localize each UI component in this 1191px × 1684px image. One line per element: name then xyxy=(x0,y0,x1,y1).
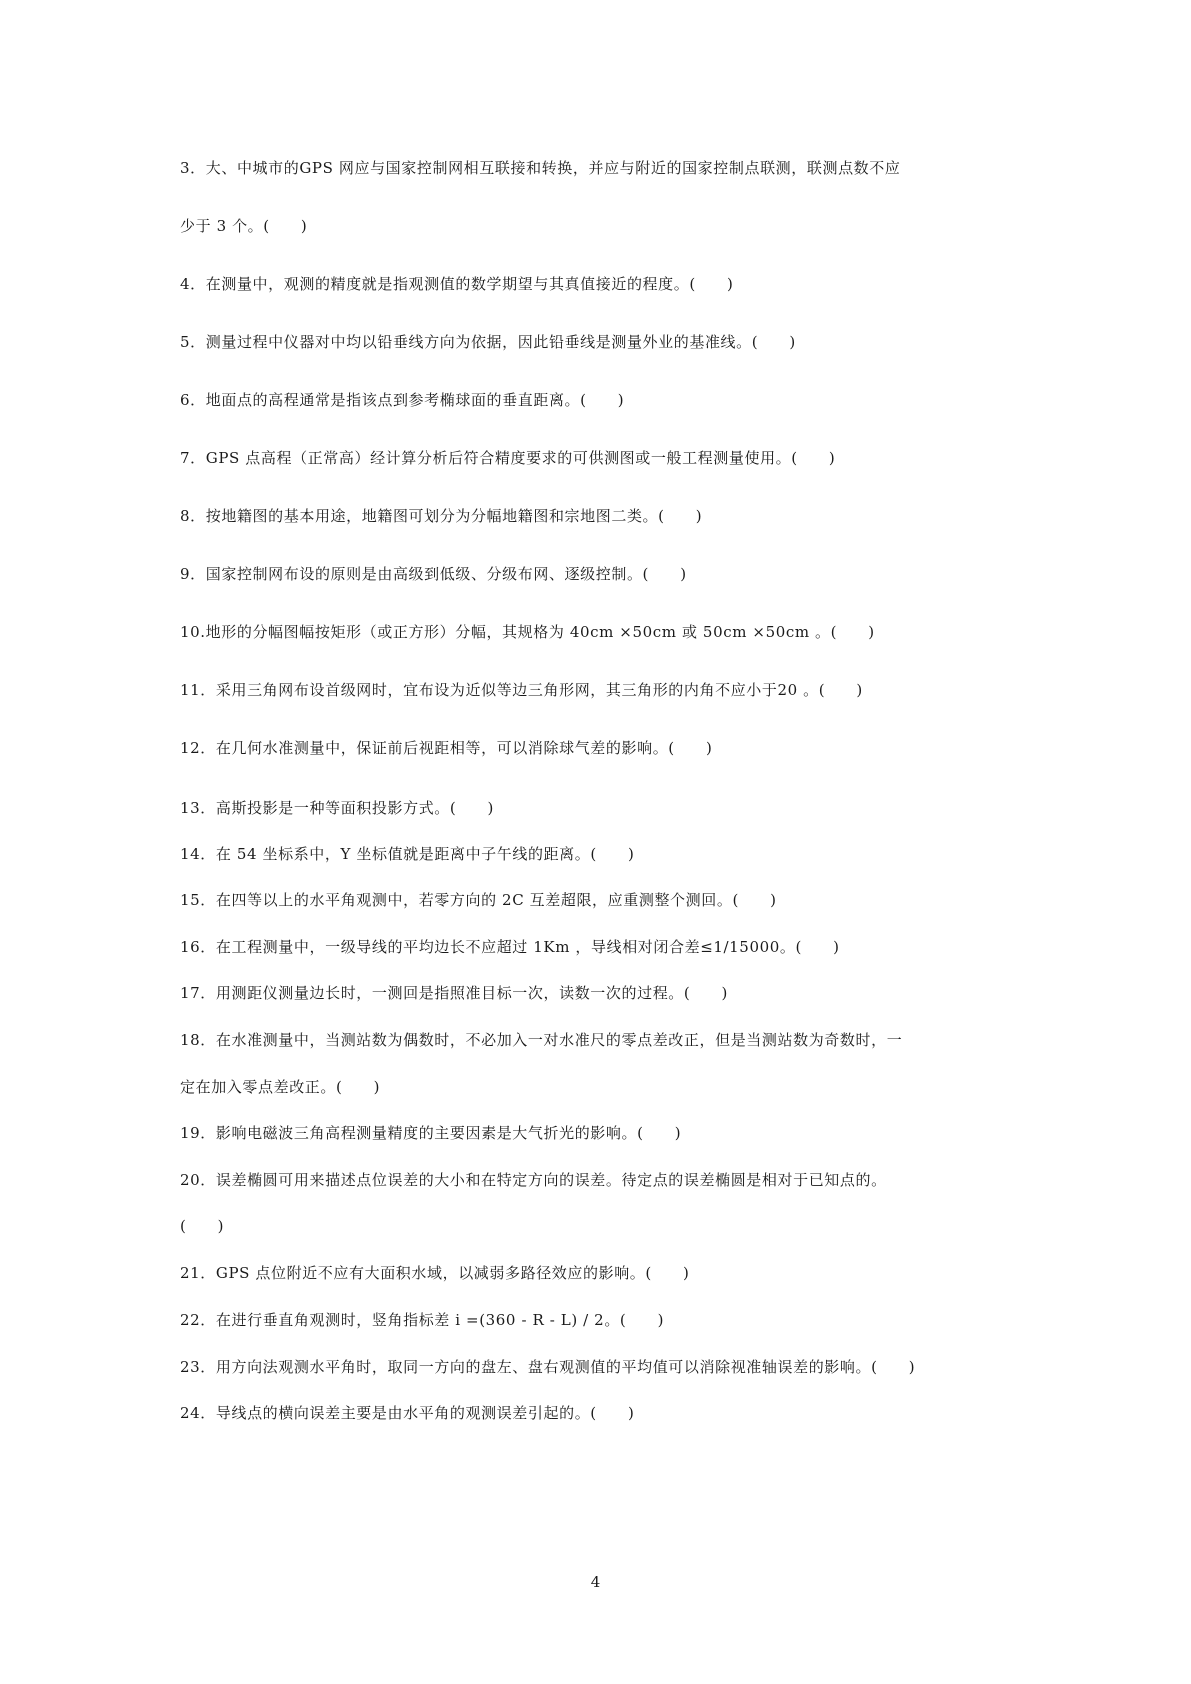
question-20-line-2: ( ) xyxy=(180,1217,225,1235)
question-8: 8．按地籍图的基本用途，地籍图可划分为分幅地籍图和宗地图二类。( ) xyxy=(180,507,703,525)
question-22: 22．在进行垂直角观测时，竖角指标差 i =(360 - R - L) / 2。( ) xyxy=(180,1311,665,1329)
question-15: 15．在四等以上的水平角观测中，若零方向的 2C 互差超限，应重测整个测回。( ) xyxy=(180,891,777,909)
question-17: 17．用测距仪测量边长时，一测回是指照准目标一次，读数一次的过程。( ) xyxy=(180,984,728,1002)
question-14: 14．在 54 坐标系中，Y 坐标值就是距离中子午线的距离。( ) xyxy=(180,845,635,863)
question-23: 23．用方向法观测水平角时，取同一方向的盘左、盘右观测值的平均值可以消除视准轴误差的影响。( ) xyxy=(180,1358,916,1376)
question-3-line-2: 少于 3 个。( ) xyxy=(180,217,308,235)
question-21: 21．GPS 点位附近不应有大面积水域，以减弱多路径效应的影响。( ) xyxy=(180,1264,690,1282)
question-19: 19．影响电磁波三角高程测量精度的主要因素是大气折光的影响。( ) xyxy=(180,1124,682,1142)
question-18-line-2: 定在加入零点差改正。( ) xyxy=(180,1078,381,1096)
question-3-line-1: 3．大、中城市的GPS 网应与国家控制网相互联接和转换，并应与附近的国家控制点联测，联测点数不应 xyxy=(180,159,901,177)
question-7: 7．GPS 点高程（正常高）经计算分析后符合精度要求的可供测图或一般工程测量使用。( ) xyxy=(180,449,836,467)
question-6: 6．地面点的高程通常是指该点到参考椭球面的垂直距离。( ) xyxy=(180,391,625,409)
page-number: 4 xyxy=(590,1573,601,1591)
question-9: 9．国家控制网布设的原则是由高级到低级、分级布网、逐级控制。( ) xyxy=(180,565,687,583)
question-4: 4．在测量中，观测的精度就是指观测值的数学期望与其真值接近的程度。( ) xyxy=(180,275,734,293)
question-18-line-1: 18．在水准测量中，当测站数为偶数时，不必加入一对水准尺的零点差改正，但是当测站数为奇数时，一 xyxy=(180,1031,903,1049)
question-24: 24．导线点的横向误差主要是由水平角的观测误差引起的。( ) xyxy=(180,1404,635,1422)
question-10: 10.地形的分幅图幅按矩形（或正方形）分幅，其规格为 40cm ×50cm 或 50cm ×50cm 。( ) xyxy=(180,623,875,641)
question-13: 13．高斯投影是一种等面积投影方式。( ) xyxy=(180,799,494,817)
question-5: 5．测量过程中仪器对中均以铅垂线方向为依据，因此铅垂线是测量外业的基准线。( ) xyxy=(180,333,796,351)
question-11: 11．采用三角网布设首级网时，宜布设为近似等边三角形网，其三角形的内角不应小于20 。( ) xyxy=(180,681,863,699)
question-12: 12．在几何水准测量中，保证前后视距相等，可以消除球气差的影响。( ) xyxy=(180,739,713,757)
question-16: 16．在工程测量中，一级导线的平均边长不应超过 1Km ，导线相对闭合差≤1/15000。( ) xyxy=(180,938,840,956)
question-20-line-1: 20．误差椭圆可用来描述点位误差的大小和在特定方向的误差。待定点的误差椭圆是相对于已知点的。 xyxy=(180,1171,887,1189)
